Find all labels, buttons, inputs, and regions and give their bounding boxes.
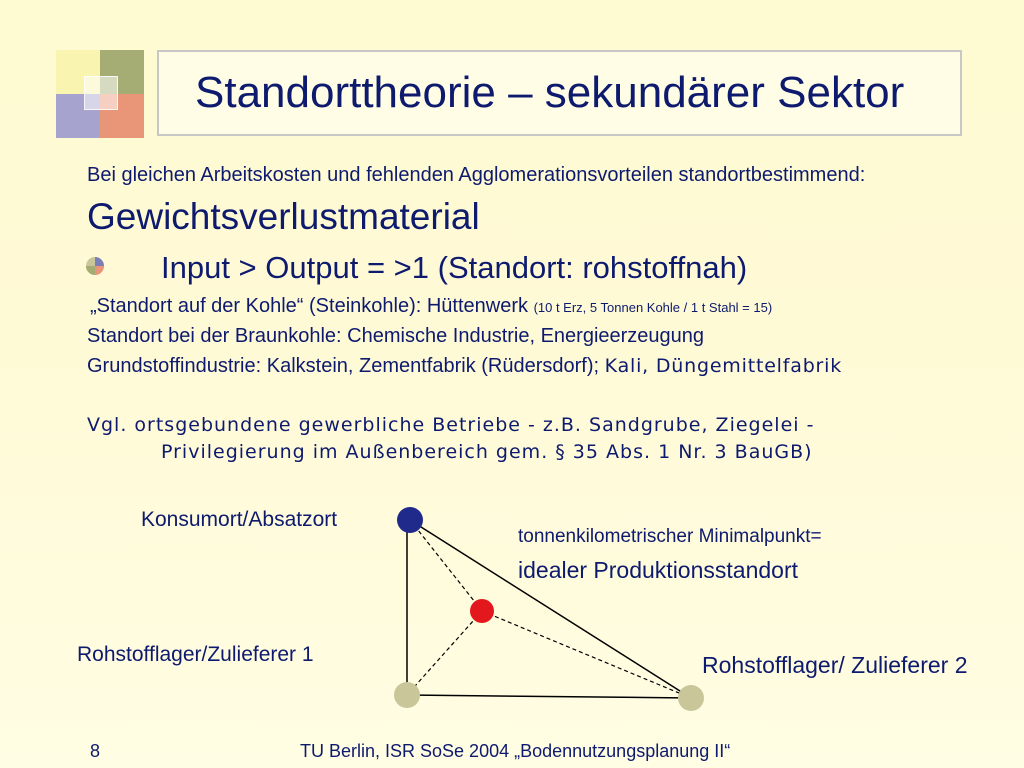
- label-ideal-standort: idealer Produktionsstandort: [518, 557, 798, 583]
- vgl-line: Vgl. ortsgebundene gewerbliche Betriebe - z.B. Sandgrube, Ziegelei -: [87, 414, 815, 436]
- heading-gewichtsverlustmaterial: Gewichtsverlustmaterial: [87, 196, 480, 237]
- page-number: 8: [90, 741, 101, 761]
- intro-line: Bei gleichen Arbeitskosten und fehlenden Agglomerationsvorteilen standortbestimmend:: [87, 164, 866, 186]
- edge-rohstoff1-rohstoff2: [407, 695, 691, 698]
- label-rohstoff2: Rohstofflager/ Zulieferer 2: [702, 652, 968, 678]
- footer-text: TU Berlin, ISR SoSe 2004 „Bodennutzungsplanung II“: [300, 741, 731, 761]
- optimum-node: [470, 599, 494, 623]
- rohstoff1-node: [394, 682, 420, 708]
- label-rohstoff1: Rohstofflager/Zulieferer 1: [77, 643, 314, 666]
- dashed-optimum-rohstoff2: [482, 611, 691, 698]
- kohle-line-main: „Standort auf der Kohle“ (Steinkohle): Hüttenwerk: [90, 295, 534, 317]
- label-konsumort: Konsumort/Absatzort: [141, 508, 338, 531]
- rohstoff2-node: [678, 685, 704, 711]
- kohle-line-note: (10 t Erz, 5 Tonnen Kohle / 1 t Stahl = 15): [533, 300, 773, 315]
- grundstoff-line-tail: Kali, Düngemittelfabrik: [604, 355, 843, 377]
- dashed-optimum-rohstoff1: [407, 611, 482, 695]
- dashed-optimum-konsum: [410, 520, 482, 611]
- braunkohle-line: Standort bei der Braunkohle: Chemische Industrie, Energieerzeugung: [87, 325, 705, 347]
- label-minimalpunkt: tonnenkilometrischer Minimalpunkt=: [518, 526, 822, 547]
- grundstoff-line-main: Grundstoffindustrie: Kalkstein, Zementfabrik (Rüdersdorf);: [87, 355, 605, 377]
- input-output-line: Input > Output = >1 (Standort: rohstoffnah): [161, 250, 748, 285]
- konsumort-node: [397, 507, 423, 533]
- slide-title: Standorttheorie – sekundärer Sektor: [195, 68, 905, 117]
- privilegierung-line: Privilegierung im Außenbereich gem. § 35 Abs. 1 Nr. 3 BauGB): [161, 441, 813, 463]
